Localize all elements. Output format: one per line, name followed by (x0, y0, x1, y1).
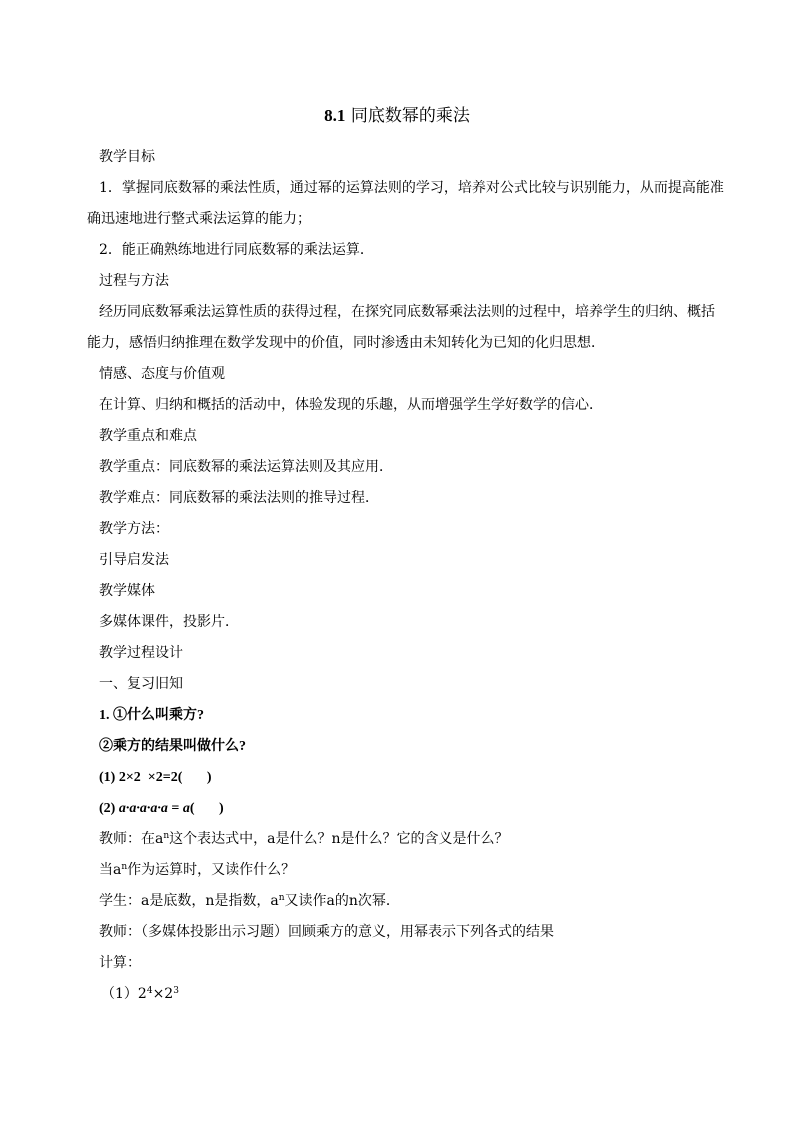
process-body-line-1: 经历同底数幂乘法运算性质的获得过程，在探究同底数幂乘法法则的过程中，培养学生的归纳、概括 (99, 304, 715, 320)
teacher-line-3: 教师：（多媒体投影出示习题）回顾乘方的意义，用幂表示下列各式的结果 (99, 924, 554, 940)
question-3: (1) 2×2 ×2=2( ) (99, 770, 212, 785)
emotion-heading: 情感、态度与价值观 (99, 366, 225, 382)
calc-item-1-pre: （1）2 (101, 986, 147, 1002)
teacher-line-1-pre: 教师：在a (99, 831, 164, 847)
teacher-line-1-post: 这个表达式中，a是什么？n是什么？它的含义是什么？ (169, 831, 509, 847)
student-line-sup: n (278, 893, 285, 903)
student-line (99, 886, 723, 917)
question-1: 1. ①什么叫乘方? (99, 708, 204, 723)
document-body (87, 142, 724, 1010)
key-heading: 教学重点和难点 (99, 428, 197, 444)
method-body: 引导启发法 (99, 552, 169, 568)
goal-item-1-line-2: 确迅速地进行整式乘法运算的能力； (87, 211, 311, 227)
design-heading: 教学过程设计 (99, 645, 183, 661)
question-2: ②乘方的结果叫做什么? (99, 739, 246, 754)
review-heading: 一、复习旧知 (99, 676, 183, 692)
calc-item-1 (101, 979, 723, 1010)
calc-item-1-sup-2: 3 (173, 986, 179, 996)
process-heading: 过程与方法 (99, 273, 169, 289)
calc-label: 计算： (99, 955, 141, 971)
student-line-post: 又读作a的n次幂． (284, 893, 400, 909)
teacher-line-1-sup: n (163, 831, 170, 841)
teacher-line-1 (99, 824, 723, 855)
difficult-point: 教学难点：同底数幂的乘法法则的推导过程． (99, 490, 379, 506)
question-4-equals: = (167, 801, 183, 816)
question-4-base: a (182, 801, 190, 816)
question-4-expression: a·a·a·a·a (118, 801, 168, 816)
question-4 (99, 793, 723, 824)
goal-item-1-line-1: 1．掌握同底数幂的乘法性质，通过幂的运算法则的学习，培养对公式比较与识别能力，从而提高能准 (99, 180, 724, 196)
process-body-line-2: 能力，感悟归纳推理在数学发现中的价值，同时渗透由未知转化为已知的化归思想． (87, 335, 605, 351)
calc-item-1-mid: ×2 (152, 986, 174, 1002)
emotion-body: 在计算、归纳和概括的活动中，体验发现的乐趣，从而增强学生学好数学的信心． (99, 397, 603, 413)
title-number: 8.1 (324, 106, 346, 125)
goal-heading: 教学目标 (99, 149, 155, 165)
media-body: 多媒体课件，投影片． (99, 614, 239, 630)
method-heading: 教学方法： (99, 521, 169, 537)
teacher-line-2-sup: n (121, 862, 128, 872)
key-point: 教学重点：同底数幂的乘法运算法则及其应用． (99, 459, 393, 475)
student-line-pre: 学生：a是底数，n是指数，a (99, 893, 279, 909)
teacher-line-2-post: 作为运算时，又读作什么？ (127, 862, 296, 878)
question-4-prefix: (2) (99, 801, 119, 816)
page-title (0, 104, 794, 128)
goal-item-2: 2．能正确熟练地进行同底数幂的乘法运算． (99, 242, 374, 258)
media-heading: 教学媒体 (99, 583, 155, 599)
teacher-line-2 (99, 855, 723, 886)
title-text: 同底数幂的乘法 (350, 106, 470, 126)
calc-item-1-sup-1: 4 (146, 986, 153, 996)
question-4-suffix: ( ) (189, 801, 224, 816)
teacher-line-2-pre: 当a (99, 862, 122, 878)
